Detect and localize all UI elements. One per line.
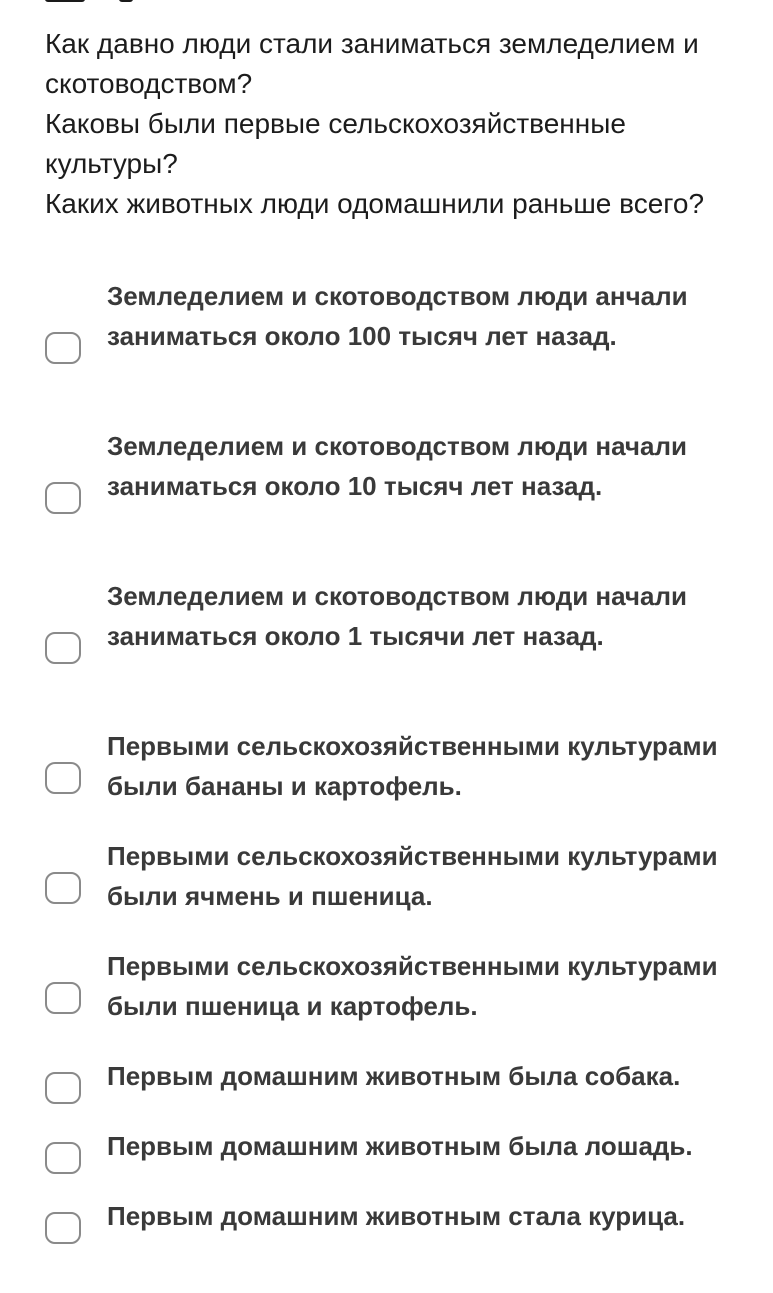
- question-line: Каких животных люди одомашнили раньше всего?: [45, 188, 705, 219]
- checkbox[interactable]: [45, 632, 81, 664]
- answer-option-label[interactable]: Первыми сельскохозяйственными культурами были ячмень и пшеница.: [107, 841, 718, 911]
- checkbox[interactable]: [45, 762, 81, 794]
- checkbox[interactable]: [45, 872, 81, 904]
- answer-option-label[interactable]: Земледелием и скотоводством люди анчали заниматься около 100 тысяч лет назад.: [107, 281, 688, 351]
- checkbox[interactable]: [45, 1072, 81, 1104]
- checkbox[interactable]: [45, 482, 81, 514]
- answer-option-label[interactable]: Земледелием и скотоводством люди начали заниматься около 10 тысяч лет назад.: [107, 431, 687, 501]
- checkbox[interactable]: [45, 1142, 81, 1174]
- answer-option-label[interactable]: Первыми сельскохозяйственными культурами были бананы и картофель.: [107, 731, 718, 801]
- checkbox[interactable]: [45, 982, 81, 1014]
- question-text: [45, 24, 757, 224]
- checkbox[interactable]: [45, 332, 81, 364]
- question-line: Каковы были первые сельскохозяйственные культуры?: [45, 108, 626, 179]
- cut-off-heading: [45, 0, 195, 4]
- answer-option-label[interactable]: Земледелием и скотоводством люди начали заниматься около 1 тысячи лет назад.: [107, 581, 687, 651]
- answer-option-label[interactable]: Первым домашним животным стала курица.: [107, 1201, 686, 1231]
- answer-option-label[interactable]: Первым домашним животным была лошадь.: [107, 1131, 693, 1161]
- answer-option-label[interactable]: Первым домашним животным была собака.: [107, 1061, 681, 1091]
- answer-option-label[interactable]: Первыми сельскохозяйственными культурами были пшеница и картофель.: [107, 951, 718, 1021]
- question-line: Как давно люди стали заниматься земледелием и скотоводством?: [45, 28, 699, 99]
- checkbox[interactable]: [45, 1212, 81, 1244]
